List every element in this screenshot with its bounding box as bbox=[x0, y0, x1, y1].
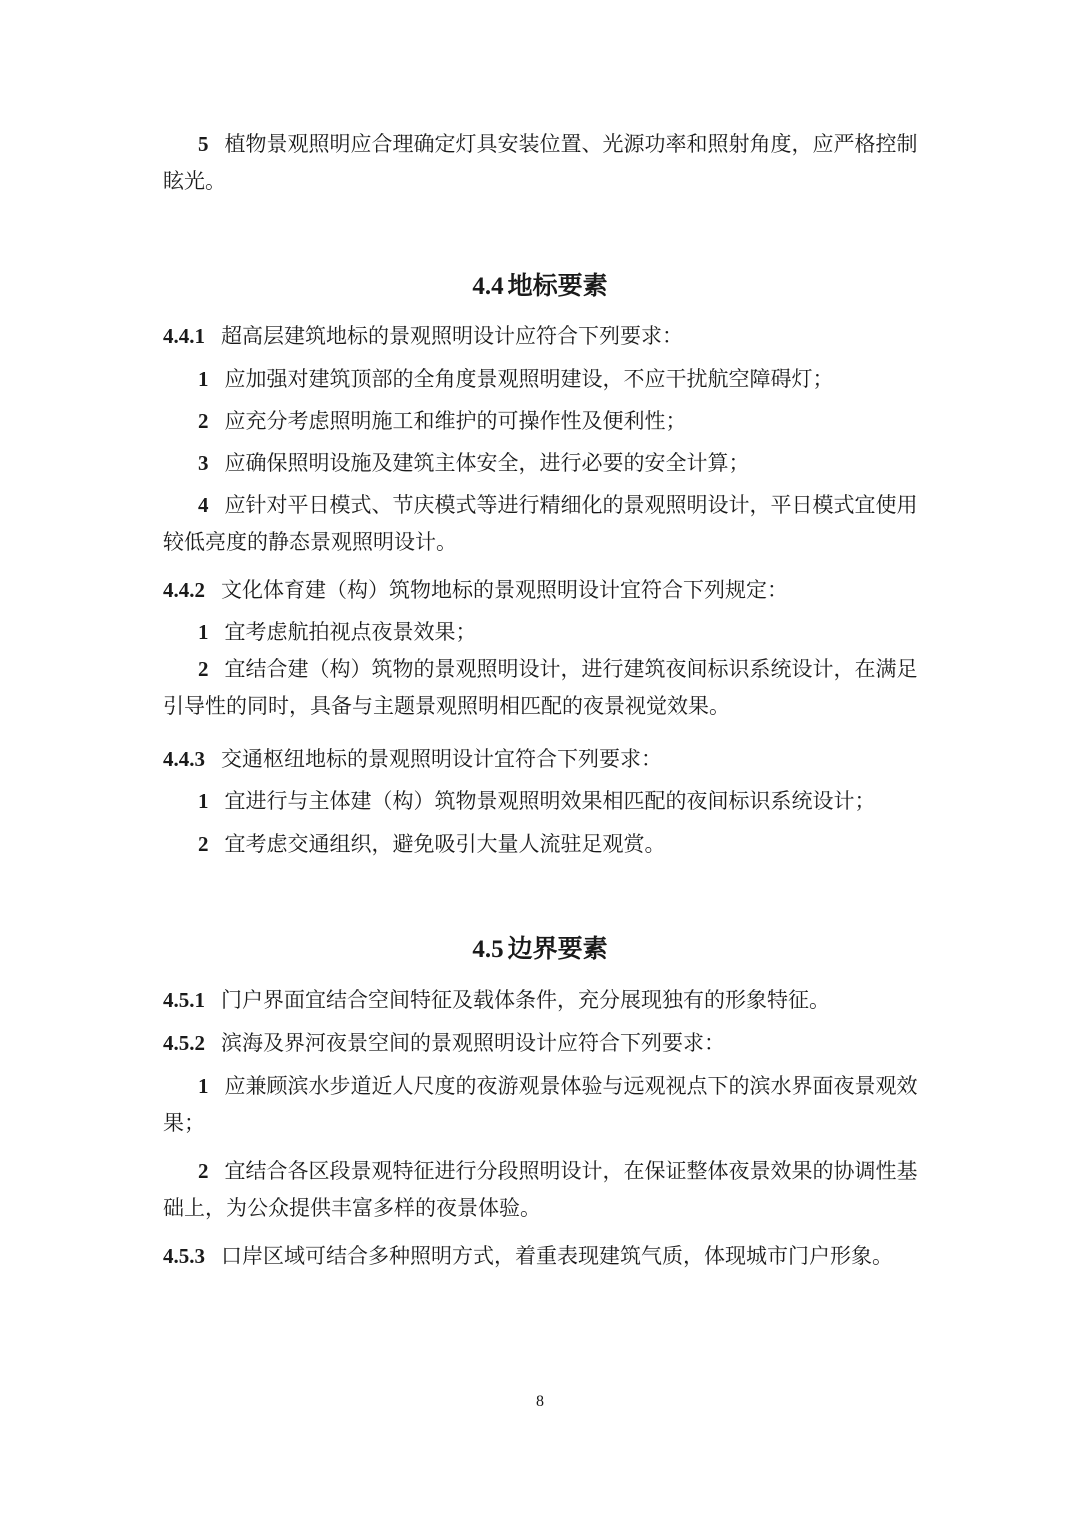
section-title: 边界要素 bbox=[507, 934, 608, 963]
list-item bbox=[163, 614, 923, 651]
item-number: 1 bbox=[198, 789, 209, 813]
clause-number: 4.5.3 bbox=[163, 1244, 205, 1268]
item-text: 宜进行与主体建（构）筑物景观照明效果相匹配的夜间标识系统设计； bbox=[224, 789, 876, 813]
item-text: 宜考虑航拍视点夜景效果； bbox=[224, 620, 477, 644]
list-item bbox=[163, 826, 923, 863]
section-title: 地标要素 bbox=[507, 271, 608, 300]
list-item bbox=[163, 1153, 923, 1227]
list-item bbox=[163, 487, 923, 561]
item-text: 应充分考虑照明施工和维护的可操作性及便利性； bbox=[224, 409, 687, 433]
item-number: 4 bbox=[198, 493, 209, 517]
clause-4-5-3 bbox=[163, 1238, 923, 1275]
section-number: 4.5 bbox=[472, 936, 504, 963]
item-number: 5 bbox=[198, 132, 209, 156]
item-number: 2 bbox=[198, 657, 209, 681]
section-heading-4-4 bbox=[0, 266, 1080, 307]
item-5-plant-lighting bbox=[163, 126, 923, 200]
list-item bbox=[163, 403, 923, 440]
page-number: 8 bbox=[536, 1393, 544, 1410]
item-number: 3 bbox=[198, 451, 209, 475]
item-number: 1 bbox=[198, 1074, 209, 1098]
item-text: 应针对平日模式、节庆模式等进行精细化的景观照明设计，平日模式宜使用较低亮度的静态景观照明设计。 bbox=[163, 493, 918, 554]
clause-text: 滨海及界河夜景空间的景观照明设计应符合下列要求： bbox=[221, 1031, 725, 1055]
clause-4-4-1 bbox=[163, 318, 923, 355]
clause-number: 4.5.1 bbox=[163, 988, 205, 1012]
item-number: 2 bbox=[198, 409, 209, 433]
item-text: 宜考虑交通组织，避免吸引大量人流驻足观赏。 bbox=[224, 832, 666, 856]
clause-number: 4.4.2 bbox=[163, 578, 205, 602]
item-number: 2 bbox=[198, 832, 209, 856]
section-heading-4-5 bbox=[0, 929, 1080, 970]
item-number: 1 bbox=[198, 620, 209, 644]
clause-4-4-2 bbox=[163, 572, 923, 609]
item-text: 应加强对建筑顶部的全角度景观照明建设，不应干扰航空障碍灯； bbox=[224, 367, 834, 391]
section-number: 4.4 bbox=[472, 273, 504, 300]
item-text: 植物景观照明应合理确定灯具安装位置、光源功率和照射角度，应严格控制眩光。 bbox=[163, 132, 918, 193]
item-text: 宜结合各区段景观特征进行分段照明设计，在保证整体夜景效果的协调性基础上，为公众提供丰富多样的夜景体验。 bbox=[163, 1159, 918, 1220]
clause-number: 4.4.1 bbox=[163, 324, 205, 348]
clause-4-5-2 bbox=[163, 1025, 923, 1062]
list-item bbox=[163, 361, 923, 398]
clause-number: 4.5.2 bbox=[163, 1031, 205, 1055]
item-number: 2 bbox=[198, 1159, 209, 1183]
list-item bbox=[163, 1068, 923, 1142]
clause-text: 口岸区域可结合多种照明方式，着重表现建筑气质，体现城市门户形象。 bbox=[221, 1244, 893, 1268]
clause-text: 超高层建筑地标的景观照明设计应符合下列要求： bbox=[221, 324, 683, 348]
clause-text: 门户界面宜结合空间特征及载体条件，充分展现独有的形象特征。 bbox=[221, 988, 830, 1012]
clause-number: 4.4.3 bbox=[163, 747, 205, 771]
item-number: 1 bbox=[198, 367, 209, 391]
list-item bbox=[163, 651, 923, 725]
clause-4-4-3 bbox=[163, 741, 923, 778]
list-item bbox=[163, 445, 923, 482]
list-item bbox=[163, 783, 923, 820]
item-text: 应确保照明设施及建筑主体安全，进行必要的安全计算； bbox=[224, 451, 750, 475]
clause-text: 文化体育建（构）筑物地标的景观照明设计宜符合下列规定： bbox=[221, 578, 788, 602]
clause-4-5-1 bbox=[163, 982, 923, 1019]
clause-text: 交通枢纽地标的景观照明设计宜符合下列要求： bbox=[221, 747, 662, 771]
item-text: 宜结合建（构）筑物的景观照明设计，进行建筑夜间标识系统设计，在满足引导性的同时，具备与主题景观照明相匹配的夜景视觉效果。 bbox=[163, 657, 918, 718]
item-text: 应兼顾滨水步道近人尺度的夜游观景体验与远观视点下的滨水界面夜景观效果； bbox=[163, 1074, 918, 1135]
